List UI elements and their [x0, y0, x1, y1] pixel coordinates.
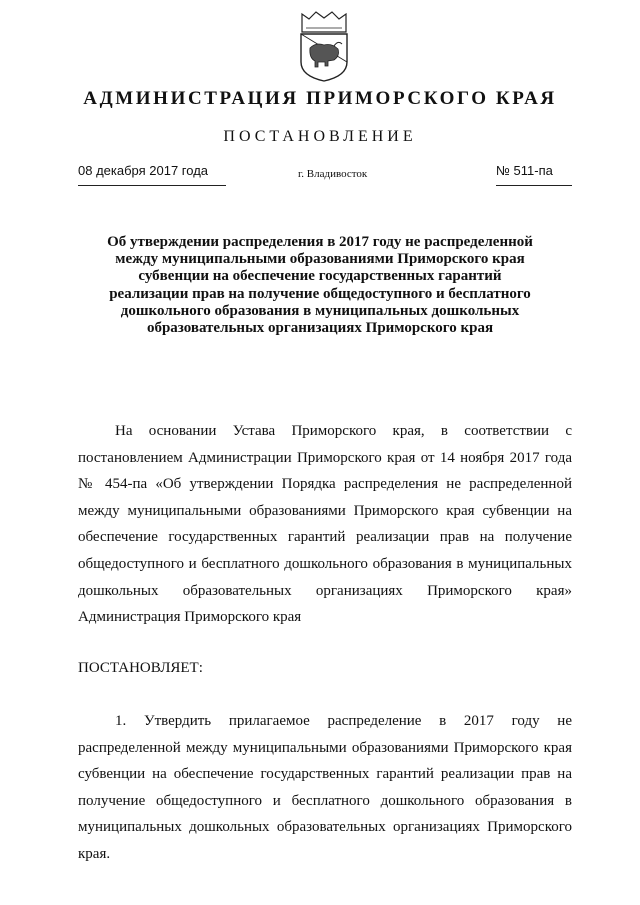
organization-name: АДМИНИСТРАЦИЯ ПРИМОРСКОГО КРАЯ	[83, 88, 557, 109]
document-date-value: 08 декабря 2017 года	[78, 163, 209, 178]
document-date	[78, 163, 226, 186]
document-type: ПОСТАНОВЛЕНИЕ	[223, 128, 417, 145]
document-number-value: № 511-па	[496, 163, 553, 178]
document-city: г. Владивосток	[298, 168, 368, 180]
preamble-paragraph: На основании Устава Приморского края, в соответствии с постановлением Администрации Приморского края от 14 ноября 2017 года № 454-па «Об утверждении Порядка распределения не распределенной между муниципальными образованиями Приморского края субвенции на обеспечение государственных гарантий реализации прав на получение общедоступного и бесплатного дошкольного образования в муниципальных дошкольных образовательных организациях Приморского края» Администрация Приморского края	[78, 423, 572, 626]
document-number	[496, 163, 572, 186]
item-1-paragraph: 1. Утвердить прилагаемое распределение в 2017 году не распределенной между муниципальными образованиями Приморского края субвенции на обеспечение государственных гарантий реализации прав на получение общедоступного и бесплатного дошкольного образования в муниципальных дошкольных образовательных организациях Приморского края.	[78, 713, 572, 862]
coat-of-arms-icon	[298, 6, 350, 82]
decree-word: ПОСТАНОВЛЯЕТ:	[78, 660, 203, 676]
document-title: Об утверждении распределения в 2017 году не распределенной между муниципальными образованиями Приморского края субвенции на обеспечение государственных гарантий реализации прав на получение общедоступного и бесплатного дошкольного образования в муниципальных дошкольных образовательных организациях Приморского края	[107, 234, 533, 337]
